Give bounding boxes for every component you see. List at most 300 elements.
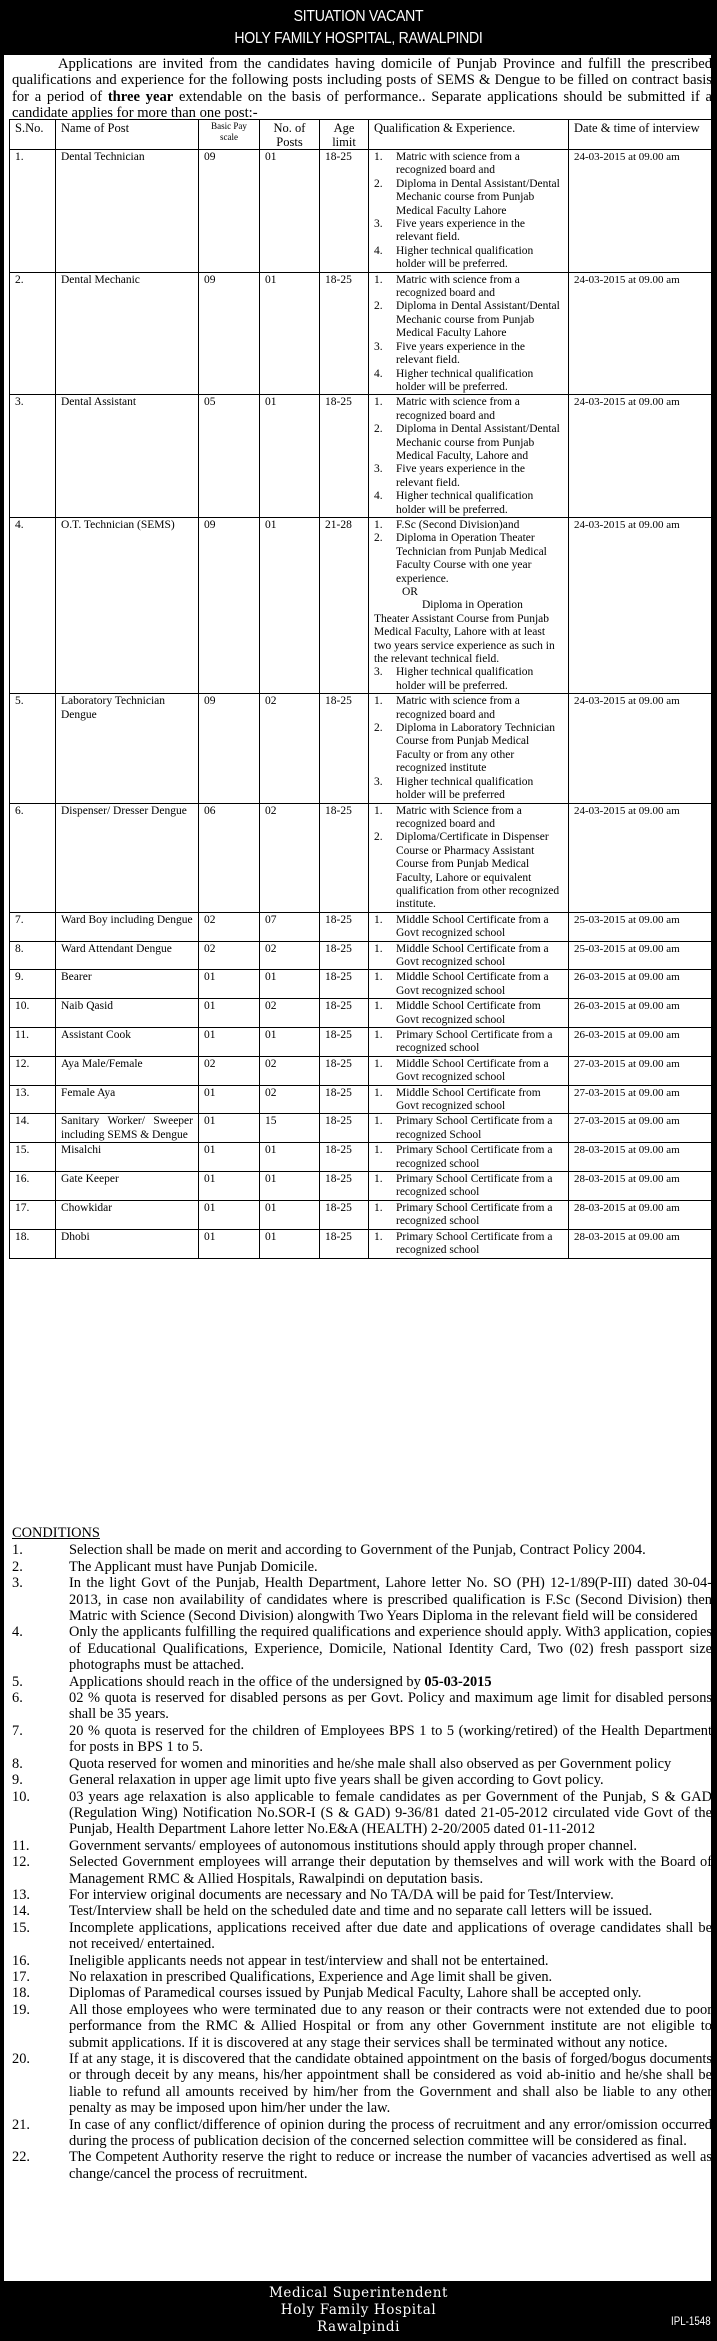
qualification-list bbox=[374, 666, 563, 693]
pay-scale-cell: 01 bbox=[199, 1200, 260, 1229]
qualification-number: 2. bbox=[374, 722, 383, 735]
qualification-number: 1. bbox=[374, 804, 383, 817]
posts-count-cell: 02 bbox=[260, 999, 320, 1028]
interview-date-cell: 26-03-2015 at 09.00 am bbox=[569, 999, 713, 1028]
posts-count-cell: 01 bbox=[260, 1229, 320, 1258]
sno-cell: 11. bbox=[10, 1028, 56, 1057]
table-row bbox=[10, 1114, 713, 1143]
sno-cell: 16. bbox=[10, 1172, 56, 1201]
pay-scale-cell: 02 bbox=[199, 1056, 260, 1085]
qualification-item bbox=[374, 300, 563, 340]
condition-text: Government servants/ employees of autonomous institutions should apply through proper channel. bbox=[69, 1837, 637, 1854]
signatory-city: Rawalpindi bbox=[316, 2319, 401, 2335]
table-row bbox=[10, 1143, 713, 1172]
age-limit-cell: 18-25 bbox=[320, 1056, 369, 1085]
qualification-item bbox=[374, 151, 563, 178]
condition-text: In case of any conflict/difference of opinion during the process of recruitment and any error/omission occurred during the process of publication decision of the concerned selection committee will be considered as final. bbox=[69, 2116, 712, 2150]
qualification-cell bbox=[369, 1114, 569, 1143]
condition-item bbox=[12, 1690, 712, 1723]
age-limit-cell: 18-25 bbox=[320, 803, 369, 912]
post-name-cell: Ward Attendant Dengue bbox=[56, 941, 199, 970]
age-limit-cell: 18-25 bbox=[320, 1028, 369, 1057]
condition-text: Quota reserved for women and minorities and he/she male shall also observed as per Government policy bbox=[69, 1755, 672, 1772]
condition-item bbox=[12, 1985, 712, 2001]
ad-header bbox=[0, 0, 717, 54]
condition-text: Diplomas of Paramedical courses issued by Punjab Medical Faculty, Lahore shall be accepted only. bbox=[69, 1985, 642, 2002]
condition-number: 15. bbox=[12, 1919, 30, 1936]
qualification-item bbox=[374, 1144, 563, 1171]
posts-count-cell: 15 bbox=[260, 1114, 320, 1143]
condition-text: Incomplete applications, applications received after due date and applications of overage candidates shall be not received/ entertained. bbox=[69, 1919, 712, 1953]
qualification-number: 1. bbox=[374, 913, 383, 926]
qualification-number: 1. bbox=[374, 396, 383, 409]
interview-date-cell: 27-03-2015 at 09.00 am bbox=[569, 1114, 713, 1143]
qualification-text: Diploma in Dental Assistant/Dental Mechanic course from Punjab Medical Faculty Lahore bbox=[396, 300, 560, 340]
qualification-item bbox=[374, 666, 563, 693]
condition-text: In the light Govt of the Punjab, Health Department, Lahore letter No. SO (PH) 12-1/89(P-III) dated 30-04-2013, in case non availability of candidates where is prescribed qualification is F.Sc (Second Division) then Matric with Science (Second Division) alongwith Two Years Diploma in the relevant field will be considered bbox=[69, 1575, 712, 1625]
pay-scale-cell: 09 bbox=[199, 517, 260, 693]
condition-deadline: 05-03-2015 bbox=[424, 1673, 492, 1690]
intro-text-bold: three year bbox=[107, 88, 174, 105]
qualification-text: Primary School Certificate from a recognized school bbox=[396, 1230, 553, 1257]
condition-item bbox=[12, 1953, 712, 1969]
qualification-cell bbox=[369, 1200, 569, 1229]
interview-date-cell: 25-03-2015 at 09.00 am bbox=[569, 912, 713, 941]
age-limit-cell: 18-25 bbox=[320, 694, 369, 803]
posts-count-cell: 01 bbox=[260, 970, 320, 999]
pay-scale-cell: 01 bbox=[199, 1143, 260, 1172]
interview-date-cell: 28-03-2015 at 09.00 am bbox=[569, 1172, 713, 1201]
qualification-cell bbox=[369, 803, 569, 912]
interview-date-cell: 24-03-2015 at 09.00 am bbox=[569, 694, 713, 803]
qualification-list bbox=[374, 1087, 563, 1114]
table-row bbox=[10, 1229, 713, 1258]
qualification-item bbox=[374, 722, 563, 776]
post-name-cell: O.T. Technician (SEMS) bbox=[56, 517, 199, 693]
condition-number: 1. bbox=[12, 1542, 23, 1559]
qualification-number: 1. bbox=[374, 1173, 383, 1186]
qualification-cell bbox=[369, 150, 569, 273]
qualification-number: 3. bbox=[374, 340, 383, 353]
qualification-list bbox=[374, 396, 563, 517]
table-body bbox=[10, 150, 713, 1259]
condition-number: 18. bbox=[12, 1985, 30, 2002]
qualification-text: Primary School Certificate from a recognized School bbox=[396, 1115, 553, 1141]
signature-block bbox=[0, 2285, 717, 2336]
post-name-cell: Laboratory Technician Dengue bbox=[56, 694, 199, 803]
qualification-number: 2. bbox=[374, 300, 383, 313]
table-row bbox=[10, 912, 713, 941]
qualification-number: 1. bbox=[374, 518, 383, 531]
qualification-number: 1. bbox=[374, 1086, 383, 1099]
interview-date-cell: 26-03-2015 at 09.00 am bbox=[569, 1028, 713, 1057]
interview-date-cell: 24-03-2015 at 09.00 am bbox=[569, 272, 713, 395]
qualification-text: Matric with science from a recognized board and bbox=[396, 695, 520, 721]
post-name-cell: Dental Assistant bbox=[56, 395, 199, 518]
interview-date-cell: 24-03-2015 at 09.00 am bbox=[569, 803, 713, 912]
sno-cell: 9. bbox=[10, 970, 56, 999]
condition-number: 13. bbox=[12, 1886, 30, 1903]
qualification-item bbox=[374, 532, 563, 586]
condition-item bbox=[12, 1772, 712, 1788]
qualification-item bbox=[374, 178, 563, 218]
qualification-list bbox=[374, 274, 563, 395]
condition-item bbox=[12, 2002, 712, 2051]
condition-item bbox=[12, 1756, 712, 1772]
qualification-text: Primary School Certificate from a recognized school bbox=[396, 1201, 553, 1228]
condition-item bbox=[12, 2051, 712, 2117]
condition-item bbox=[12, 1624, 712, 1673]
post-name-cell: Dental Mechanic bbox=[56, 272, 199, 395]
qualification-number: 1. bbox=[374, 1029, 383, 1041]
posts-count-cell: 01 bbox=[260, 272, 320, 395]
table-row bbox=[10, 272, 713, 395]
qualification-list bbox=[374, 1202, 563, 1229]
condition-text: 03 years age relaxation is also applicable to female candidates as per Government of the Punjab, S & GAD (Regulation Wing) Notification No.SOR-I (S & GAD) 9-36/81 dated 21-05-2012 circulated vide Govt of the Punjab, Health Department Lahore letter No.E&A (HEALTH) 2-20/2005 dated 01-11-2012 bbox=[69, 1788, 712, 1838]
condition-number: 8. bbox=[12, 1755, 23, 1772]
sno-cell: 4. bbox=[10, 517, 56, 693]
pay-scale-cell: 06 bbox=[199, 803, 260, 912]
col-scale: Basic Pay scale bbox=[199, 120, 260, 150]
qualification-text: Higher technical qualification holder will be preferred bbox=[396, 775, 534, 802]
condition-number: 20. bbox=[12, 2051, 30, 2067]
qualification-text: Higher technical qualification holder will be preferred. bbox=[396, 490, 534, 516]
condition-number: 2. bbox=[12, 1558, 23, 1575]
condition-item bbox=[12, 2149, 712, 2182]
qualification-item bbox=[374, 695, 563, 722]
condition-text: No relaxation in prescribed Qualifications, Experience and Age limit shall be given. bbox=[69, 1968, 553, 1985]
qualification-number: 1. bbox=[374, 1057, 383, 1070]
pay-scale-cell: 01 bbox=[199, 970, 260, 999]
qualification-number: 4. bbox=[374, 490, 383, 503]
qualification-text: Higher technical qualification holder will be preferred. bbox=[396, 367, 534, 393]
pay-scale-cell: 01 bbox=[199, 1229, 260, 1258]
posts-count-cell: 02 bbox=[260, 941, 320, 970]
sno-cell: 18. bbox=[10, 1229, 56, 1258]
age-limit-cell: 18-25 bbox=[320, 1085, 369, 1114]
condition-text: 20 % quota is reserved for the children of Employees BPS 1 to 5 (working/retired) of the Health Department for posts in BPS 1 to 5. bbox=[69, 1722, 712, 1756]
qualification-number: 3. bbox=[374, 775, 383, 788]
sno-cell: 8. bbox=[10, 941, 56, 970]
qualification-text: Diploma/Certificate in Dispenser Course or Pharmacy Assistant Course from Punjab Medical Faculty, Lahore or equivalent qualification from other recognized institute. bbox=[396, 831, 560, 911]
condition-item bbox=[12, 1887, 712, 1903]
qualification-text: Matric with science from a recognized board and bbox=[396, 151, 520, 177]
qualification-number: 3. bbox=[374, 666, 383, 679]
intro-text-1: Applications are invited from the candidates having domicile of Punjab Province and fulfill the prescribed qualifications and experience for the following posts including posts of SEMS & Dengue to be filled on contract basis for a period of bbox=[12, 56, 712, 105]
post-name-cell: Gate Keeper bbox=[56, 1172, 199, 1201]
posts-count-cell: 01 bbox=[260, 150, 320, 273]
posts-count-cell: 01 bbox=[260, 1200, 320, 1229]
qualification-text: Five years experience in the relevant field. bbox=[396, 340, 525, 367]
sno-cell: 10. bbox=[10, 999, 56, 1028]
condition-number: 7. bbox=[12, 1722, 23, 1739]
post-name-cell: Bearer bbox=[56, 970, 199, 999]
interview-date-cell: 28-03-2015 at 09.00 am bbox=[569, 1200, 713, 1229]
condition-text: Selected Government employees will arrange their deputation by themselves and will work with the Board of Management RMC & Allied Hospitals, Rawalpindi on deputation basis. bbox=[69, 1854, 712, 1887]
qualification-text: Five years experience in the relevant field. bbox=[396, 218, 525, 244]
table-row bbox=[10, 941, 713, 970]
age-limit-cell: 18-25 bbox=[320, 999, 369, 1028]
table-row bbox=[10, 803, 713, 912]
qualification-text: Middle School Certificate from a Govt recognized school bbox=[396, 971, 549, 997]
condition-number: 9. bbox=[12, 1772, 23, 1789]
qualification-text: Middle School Certificate from a Govt recognized school bbox=[396, 913, 549, 940]
qualification-cell bbox=[369, 912, 569, 941]
condition-number: 21. bbox=[12, 2116, 30, 2133]
qualification-item bbox=[374, 1231, 563, 1258]
qualification-list bbox=[374, 695, 563, 802]
post-name-cell: Female Aya bbox=[56, 1085, 199, 1114]
qualification-list bbox=[374, 1058, 563, 1085]
posts-count-cell: 02 bbox=[260, 694, 320, 803]
qualification-cell bbox=[369, 1172, 569, 1201]
qualification-text: Middle School Certificate from Govt recognized school bbox=[396, 1000, 541, 1026]
alt-qualification-text: Theater Assistant Course from Punjab Medical Faculty, Lahore with at least two years service experience as such in the relevant technical field. bbox=[374, 612, 555, 666]
sno-cell: 15. bbox=[10, 1143, 56, 1172]
sno-cell: 14. bbox=[10, 1114, 56, 1143]
col-qualification: Qualification & Experience. bbox=[369, 120, 569, 150]
sno-cell: 6. bbox=[10, 803, 56, 912]
post-name-cell: Misalchi bbox=[56, 1143, 199, 1172]
age-limit-cell: 18-25 bbox=[320, 1200, 369, 1229]
qualification-text: Diploma in Dental Assistant/Dental Mechanic course from Punjab Medical Faculty, Lahore and bbox=[396, 423, 560, 462]
qualification-list bbox=[374, 519, 563, 586]
qualification-text: Matric with Science from a recognized board and bbox=[396, 804, 522, 830]
sno-cell: 7. bbox=[10, 912, 56, 941]
table-row bbox=[10, 150, 713, 273]
age-limit-cell: 21-28 bbox=[320, 517, 369, 693]
qualification-cell bbox=[369, 395, 569, 518]
qualification-list bbox=[374, 1231, 563, 1258]
table-row bbox=[10, 694, 713, 803]
age-limit-cell: 18-25 bbox=[320, 1172, 369, 1201]
qualification-text: Primary School Certificate from a recognized school bbox=[396, 1029, 553, 1055]
qualification-number: 1. bbox=[374, 1230, 383, 1243]
qualification-text: Matric with science from a recognized board and bbox=[396, 396, 520, 422]
qualification-text: Diploma in Dental Assistant/Dental Mechanic course from Punjab Medical Faculty Lahore bbox=[396, 177, 560, 217]
qualification-item bbox=[374, 1029, 563, 1056]
qualification-cell bbox=[369, 1028, 569, 1057]
condition-item bbox=[12, 1542, 712, 1558]
sno-cell: 2. bbox=[10, 272, 56, 395]
condition-item bbox=[12, 1559, 712, 1575]
qualification-number: 1. bbox=[374, 1144, 383, 1157]
or-label: OR bbox=[402, 586, 418, 598]
qualification-cell bbox=[369, 999, 569, 1028]
post-name-cell: Chowkidar bbox=[56, 1200, 199, 1229]
interview-date-cell: 24-03-2015 at 09.00 am bbox=[569, 150, 713, 273]
qualification-number: 3. bbox=[374, 463, 383, 476]
qualification-item bbox=[374, 1000, 563, 1027]
posts-count-cell: 01 bbox=[260, 1028, 320, 1057]
table-row bbox=[10, 999, 713, 1028]
sno-cell: 17. bbox=[10, 1200, 56, 1229]
qualification-cell bbox=[369, 694, 569, 803]
post-name-cell: Ward Boy including Dengue bbox=[56, 912, 199, 941]
pay-scale-cell: 09 bbox=[199, 150, 260, 273]
qualification-item bbox=[374, 218, 563, 245]
post-name-cell: Dispenser/ Dresser Dengue bbox=[56, 803, 199, 912]
qualification-item bbox=[374, 831, 563, 911]
post-name-cell: Dhobi bbox=[56, 1229, 199, 1258]
qualification-number: 2. bbox=[374, 423, 383, 436]
condition-number: 19. bbox=[12, 2001, 30, 2018]
qualification-text: Five years experience in the relevant field. bbox=[396, 463, 525, 489]
qualification-item bbox=[374, 971, 563, 998]
condition-number: 5. bbox=[12, 1673, 23, 1690]
signatory-org: Holy Family Hospital bbox=[280, 2302, 437, 2318]
col-date: Date & time of interview bbox=[569, 120, 713, 150]
condition-text: All those employees who were terminated due to any reason or their contracts were not extended due to poor performance from the RMC & Allied Hospital or from any other Government institute are not eligible to submit applications. If it is discovered at any stage their services shall be terminated without any notice. bbox=[69, 2001, 712, 2051]
posts-count-cell: 01 bbox=[260, 517, 320, 693]
pay-scale-cell: 01 bbox=[199, 1085, 260, 1114]
table-row bbox=[10, 517, 713, 693]
condition-text: For interview original documents are necessary and No TA/DA will be paid for Test/Interview. bbox=[69, 1886, 614, 1903]
condition-number: 17. bbox=[12, 1968, 30, 1985]
posts-count-cell: 02 bbox=[260, 803, 320, 912]
qualification-number: 1. bbox=[374, 695, 383, 708]
condition-number: 3. bbox=[12, 1575, 23, 1592]
ad-title: SITUATION VACANT bbox=[293, 8, 424, 25]
interview-date-cell: 28-03-2015 at 09.00 am bbox=[569, 1229, 713, 1258]
condition-number: 12. bbox=[12, 1854, 30, 1871]
sno-cell: 13. bbox=[10, 1085, 56, 1114]
posts-table bbox=[9, 119, 713, 1259]
age-limit-cell: 18-25 bbox=[320, 395, 369, 518]
condition-text: General relaxation in upper age limit upto five years shall be given according to Govt policy. bbox=[69, 1772, 604, 1789]
pay-scale-cell: 02 bbox=[199, 941, 260, 970]
post-name-cell: Sanitary Worker/ Sweeper including SEMS & Dengue bbox=[56, 1114, 199, 1143]
qualification-number: 1. bbox=[374, 151, 383, 163]
condition-text: Applications should reach in the office of the undersigned by bbox=[69, 1673, 425, 1690]
ad-body bbox=[3, 54, 712, 2282]
qualification-item bbox=[374, 1202, 563, 1229]
condition-number: 11. bbox=[12, 1837, 30, 1854]
qualification-cell bbox=[369, 1143, 569, 1172]
condition-item bbox=[12, 1575, 712, 1624]
qualification-text: Diploma in Laboratory Technician Course from Punjab Medical Faculty or from any other recognized institute bbox=[396, 722, 555, 775]
qualification-text: Diploma in Operation Theater Technician from Punjab Medical Faculty Course with one year experience. bbox=[396, 532, 547, 585]
intro-text-2: extendable on the basis of performance.. Separate applications should be submitted if a candidate applies for more than one post:- bbox=[12, 88, 712, 122]
pay-scale-cell: 01 bbox=[199, 1172, 260, 1201]
qualification-list bbox=[374, 1000, 563, 1027]
condition-text: The Applicant must have Punjab Domicile. bbox=[69, 1558, 318, 1575]
signatory-title: Medical Superintendent bbox=[268, 2285, 449, 2301]
pay-scale-cell: 09 bbox=[199, 272, 260, 395]
qualification-number: 1. bbox=[374, 273, 383, 286]
condition-text: Only the applicants fulfilling the required qualifications and experience should apply. With3 application, copies of Educational Qualifications, Experience, Domicile, National Identity Card, Two (02) fresh passport size photographs must be attached. bbox=[69, 1624, 712, 1674]
qualification-text: Primary School Certificate from a recognized school bbox=[396, 1144, 553, 1170]
qualification-text: Middle School Certificate from a Govt recognized school bbox=[396, 1057, 549, 1084]
qualification-item bbox=[374, 341, 563, 368]
qualification-item bbox=[374, 943, 563, 970]
condition-item bbox=[12, 1854, 712, 1887]
condition-text: Ineligible applicants needs not appear in test/interview and shall not be entertained. bbox=[69, 1952, 549, 1969]
post-name-cell: Assistant Cook bbox=[56, 1028, 199, 1057]
table-row bbox=[10, 970, 713, 999]
ad-footer bbox=[0, 2282, 717, 2341]
qualification-item bbox=[374, 1058, 563, 1085]
qualification-number: 4. bbox=[374, 367, 383, 380]
posts-count-cell: 01 bbox=[260, 395, 320, 518]
qualification-item bbox=[374, 519, 563, 532]
qualification-list bbox=[374, 1173, 563, 1200]
pay-scale-cell: 01 bbox=[199, 999, 260, 1028]
condition-item bbox=[12, 1723, 712, 1756]
condition-item bbox=[12, 2117, 712, 2150]
condition-number: 16. bbox=[12, 1952, 30, 1969]
qualification-item bbox=[374, 776, 563, 803]
qualification-number: 2. bbox=[374, 831, 383, 844]
sno-cell: 1. bbox=[10, 150, 56, 273]
conditions-title: CONDITIONS bbox=[12, 1525, 100, 1541]
qualification-text: Matric with science from a recognized board and bbox=[396, 273, 520, 300]
interview-date-cell: 27-03-2015 at 09.00 am bbox=[569, 1056, 713, 1085]
qualification-text: F.Sc (Second Division)and bbox=[396, 518, 520, 531]
table-header-row bbox=[10, 120, 713, 150]
posts-count-cell: 01 bbox=[260, 1172, 320, 1201]
age-limit-cell: 18-25 bbox=[320, 1143, 369, 1172]
condition-text: 02 % quota is reserved for disabled persons as per Govt. Policy and maximum age limit for disabled persons shall be 35 years. bbox=[69, 1690, 712, 1723]
pay-scale-cell: 09 bbox=[199, 694, 260, 803]
alt-qualification-head: Diploma in Operation bbox=[422, 599, 523, 612]
qualification-list bbox=[374, 914, 563, 941]
condition-item bbox=[12, 1838, 712, 1854]
interview-date-cell: 24-03-2015 at 09.00 am bbox=[569, 517, 713, 693]
post-name-cell: Dental Technician bbox=[56, 150, 199, 273]
qualification-cell bbox=[369, 1229, 569, 1258]
table-row bbox=[10, 1028, 713, 1057]
qualification-item bbox=[374, 1173, 563, 1200]
qualification-list bbox=[374, 1115, 563, 1142]
hospital-name: HOLY FAMILY HOSPITAL, RAWALPINDI bbox=[234, 30, 483, 47]
ad-code: IPL-1548 bbox=[671, 2316, 711, 2328]
conditions-section bbox=[12, 1525, 712, 2182]
qualification-number: 1. bbox=[374, 1000, 383, 1013]
condition-item bbox=[12, 1920, 712, 1953]
age-limit-cell: 18-25 bbox=[320, 912, 369, 941]
condition-item bbox=[12, 1969, 712, 1985]
sno-cell: 3. bbox=[10, 395, 56, 518]
condition-number: 4. bbox=[12, 1624, 23, 1641]
condition-item bbox=[12, 1789, 712, 1838]
age-limit-cell: 18-25 bbox=[320, 1114, 369, 1143]
condition-number: 14. bbox=[12, 1903, 30, 1920]
qualification-number: 1. bbox=[374, 942, 383, 955]
condition-item bbox=[12, 1674, 712, 1690]
qualification-item bbox=[374, 1087, 563, 1114]
posts-count-cell: 02 bbox=[260, 1056, 320, 1085]
condition-number: 6. bbox=[12, 1690, 23, 1707]
qualification-item bbox=[374, 274, 563, 301]
table-row bbox=[10, 1056, 713, 1085]
table-row bbox=[10, 1200, 713, 1229]
qualification-number: 1. bbox=[374, 1201, 383, 1214]
qualification-item bbox=[374, 463, 563, 490]
qualification-number: 1. bbox=[374, 1115, 383, 1128]
qualification-text: Higher technical qualification holder will be preferred. bbox=[396, 666, 534, 692]
interview-date-cell: 26-03-2015 at 09.00 am bbox=[569, 970, 713, 999]
qualification-cell bbox=[369, 272, 569, 395]
qualification-item bbox=[374, 914, 563, 941]
condition-text: If at any stage, it is discovered that the candidate obtained appointment on the basis of forged/bogus documents or through deceit by any means, his/her appointment shall be considered as void ab-initio and he/she shall be liable to refund all amounts received by him/her from the Government and shall also be liable to any other penalty as may be imposed upon him/her under the law. bbox=[69, 2051, 712, 2117]
qualification-text: Middle School Certificate from Govt recognized school bbox=[396, 1086, 541, 1113]
condition-text: Test/Interview shall be held on the scheduled date and time and no separate call letters will be issued. bbox=[69, 1903, 653, 1920]
interview-date-cell: 24-03-2015 at 09.00 am bbox=[569, 395, 713, 518]
post-name-cell: Naib Qasid bbox=[56, 999, 199, 1028]
qualification-list bbox=[374, 943, 563, 970]
posts-count-cell: 01 bbox=[260, 1143, 320, 1172]
